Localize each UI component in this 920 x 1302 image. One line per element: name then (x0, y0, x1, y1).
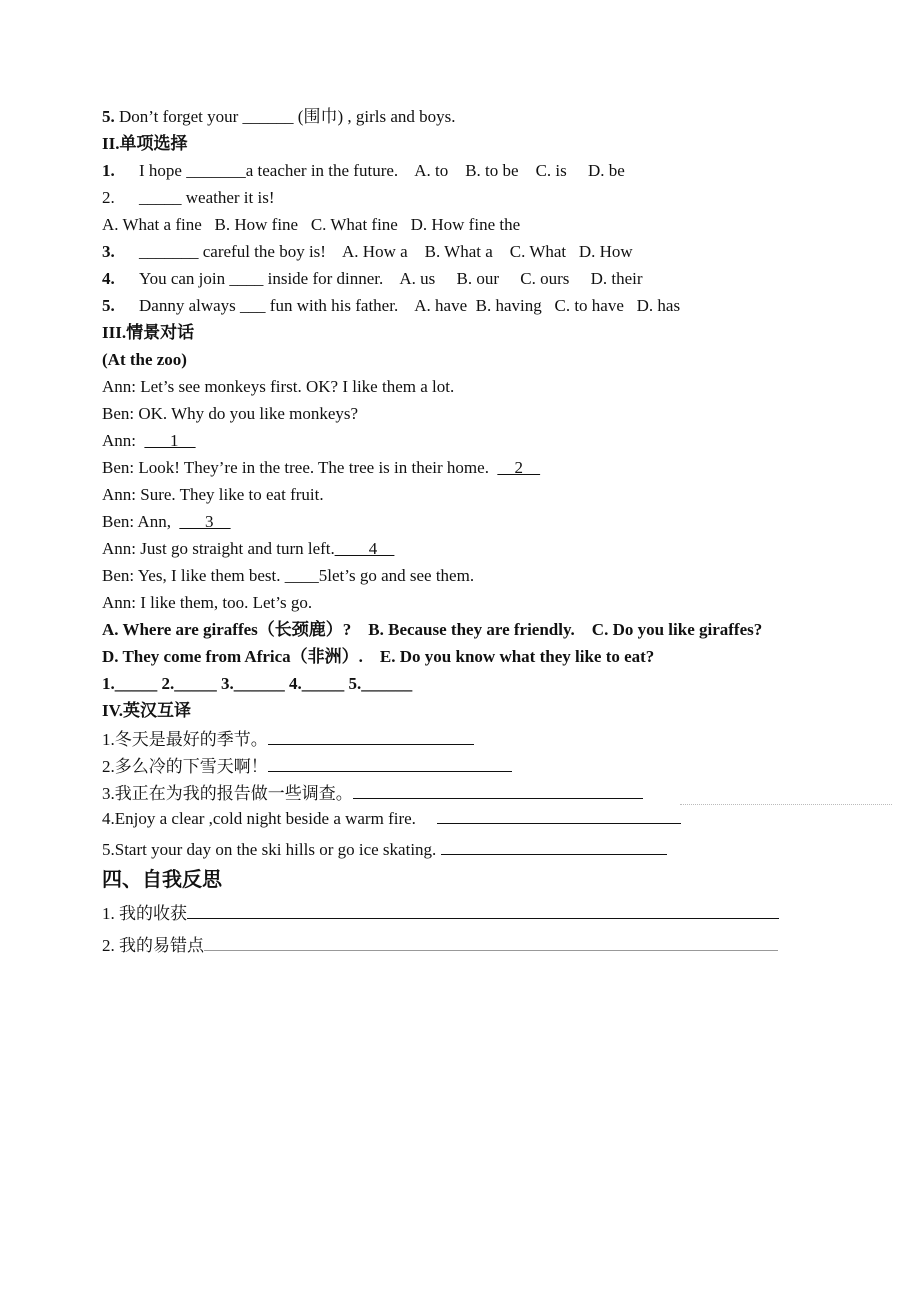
dialogue-options-2: D. They come from Africa（非洲）. E. Do you know what they like to eat? (102, 647, 655, 666)
q-options: A. us B. our C. ours D. their (399, 269, 643, 288)
fill-question-5 (102, 106, 456, 128)
dialogue-line: Ben: Look! They’re in the tree. The tree is in their home. __2__ (102, 458, 540, 477)
dialogue-line: Ben: OK. Why do you like monkeys? (102, 404, 359, 423)
choice-question-2 (102, 187, 275, 209)
dialogue-answer-blanks[interactable]: 1._____ 2._____ 3.______ 4._____ 5.______ (102, 674, 413, 693)
translation-item-5: 5.Start your day on the ski hills or go ice skating. (102, 837, 667, 861)
answer-blank[interactable]: __2__ (497, 458, 540, 477)
answer-blank[interactable]: ___1__ (144, 431, 196, 450)
q-stem: You can join ____ inside for dinner. (139, 269, 384, 288)
answer-line[interactable] (441, 837, 667, 855)
answer-blank[interactable]: ____4__ (334, 539, 395, 558)
section-title-dialogue: III.情景对话 (102, 323, 195, 342)
choice-question-3 (102, 241, 633, 263)
dialogue-line: Ann: Just go straight and turn left.____4__ (102, 539, 395, 558)
dialogue-options-1: A. Where are giraffes（长颈鹿）? B. Because they are friendly. C. Do you like giraffes? (102, 620, 763, 639)
q-number: 4. (102, 269, 115, 288)
dialogue-line: Ann: Sure. They like to eat fruit. (102, 485, 324, 504)
choice-question-4 (102, 268, 643, 290)
q-number: 5. (102, 296, 115, 315)
q-options: A. to B. to be C. is D. be (414, 161, 625, 180)
q-options: A. How a B. What a C. What D. How (342, 242, 633, 261)
answer-line[interactable] (204, 933, 778, 951)
dialogue-line: Ann: I like them, too. Let’s go. (102, 593, 313, 612)
q-options: A. have B. having C. to have D. has (414, 296, 681, 315)
q-text: Don’t forget your ______ ( (114, 107, 304, 126)
answer-line[interactable] (268, 754, 512, 772)
q-number: 5. (102, 107, 115, 126)
answer-blank[interactable]: ___3__ (179, 512, 231, 531)
q-number: 3. (102, 242, 115, 261)
translation-item-3: 3.我正在为我的报告做一些调查。 (102, 781, 643, 805)
q-stem: _______ careful the boy is! (139, 242, 326, 261)
dialogue-line: Ann: Let’s see monkeys first. OK? I like them a lot. (102, 377, 455, 396)
q-text-end: ) , girls and boys. (337, 107, 456, 126)
q-stem: Danny always ___ fun with his father. (139, 296, 399, 315)
answer-line[interactable] (353, 781, 643, 799)
answer-line[interactable] (187, 901, 779, 919)
dotted-margin-line (680, 804, 892, 805)
reflection-title: 四、自我反思 (102, 869, 222, 891)
dialogue-line: Ann: ___1__ (102, 431, 196, 450)
choice-question-2-options: A. What a fine B. How fine C. What fine D. How fine the (102, 215, 521, 234)
translation-item-4: 4.Enjoy a clear ,cold night beside a warm fire. (102, 806, 681, 830)
translation-item-1: 1.冬天是最好的季节。 (102, 727, 474, 751)
q-number: 2. (102, 188, 115, 207)
answer-line[interactable] (437, 806, 681, 824)
reflection-item-2: 2. 我的易错点 (102, 933, 778, 957)
translation-item-2: 2.多么冷的下雪天啊！ (102, 754, 512, 778)
choice-question-5 (102, 295, 680, 317)
answer-line[interactable] (268, 727, 474, 745)
q-number: 1. (102, 161, 115, 180)
dialogue-setting: (At the zoo) (102, 350, 187, 369)
dialogue-line: Ben: Ann, ___3__ (102, 512, 231, 531)
reflection-item-1: 1. 我的收获 (102, 901, 779, 925)
q-stem: I hope _______a teacher in the future. (139, 161, 399, 180)
dialogue-line: Ben: Yes, I like them best. ____5let’s go and see them. (102, 566, 475, 585)
hint-chinese: 围巾 (303, 107, 338, 126)
section-title-translation: IV.英汉互译 (102, 701, 191, 720)
choice-question-1 (102, 160, 625, 182)
q-stem: _____ weather it is! (139, 188, 275, 207)
section-title-choice: II.单项选择 (102, 134, 188, 153)
